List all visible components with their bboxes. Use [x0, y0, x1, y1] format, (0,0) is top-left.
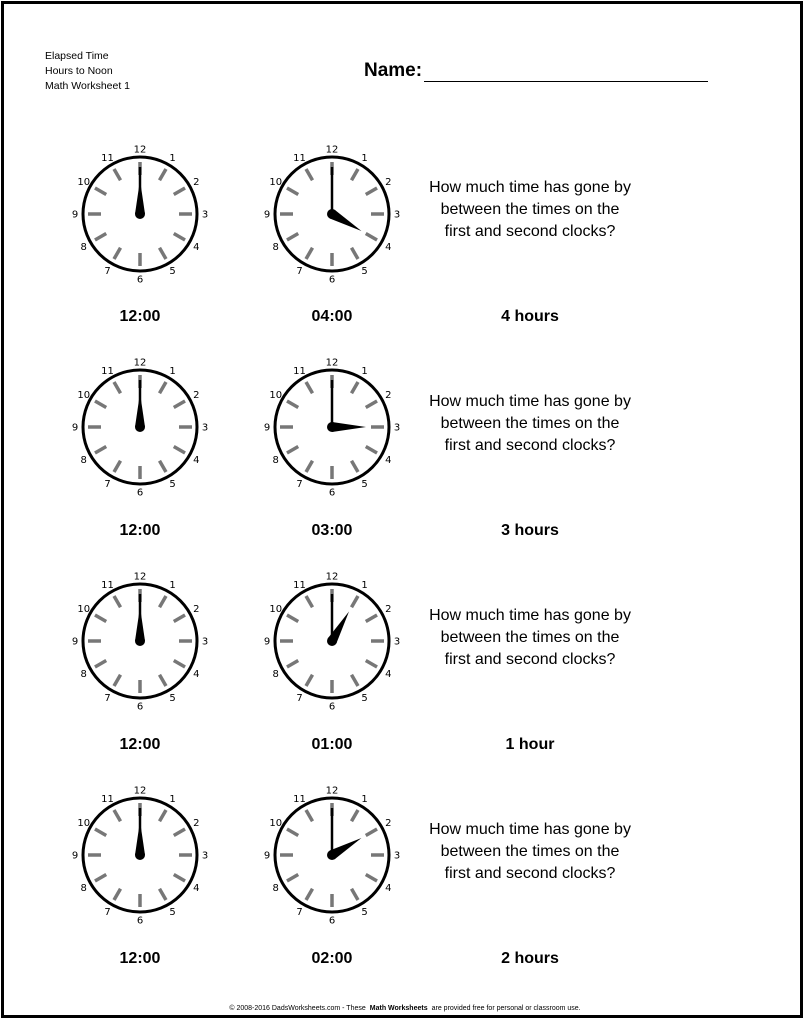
clock-number: 10 [77, 818, 91, 829]
clock-number: 9 [71, 422, 79, 434]
second-clock [262, 784, 402, 924]
footer-suffix: are provided free for personal or classroom use. [431, 1005, 581, 1012]
clock-face [70, 570, 210, 710]
clock-number: 8 [272, 883, 279, 894]
clock-face [70, 143, 210, 283]
clock-number: 1 [361, 153, 368, 165]
clock-number: 1 [361, 794, 368, 806]
clock-number: 5 [169, 265, 176, 277]
second-clock [262, 143, 402, 283]
clock-number: 3 [201, 422, 209, 434]
clock-number: 1 [169, 794, 176, 806]
clock-number: 3 [201, 850, 209, 862]
clock-number: 6 [328, 487, 336, 496]
clock-number: 4 [193, 242, 200, 253]
clock-number: 5 [169, 906, 176, 918]
question-line: between the times on the [440, 415, 620, 432]
center-pin [327, 636, 337, 646]
clock-number: 5 [361, 692, 368, 704]
answer-text: 3 hours [501, 522, 559, 539]
clock-number: 2 [385, 604, 392, 615]
clock-number: 11 [293, 366, 306, 378]
question-line: How much time has gone by [429, 821, 631, 838]
clock-number: 9 [263, 422, 271, 434]
clock-number: 8 [80, 242, 87, 253]
clock-number: 3 [393, 209, 401, 221]
clock-number: 8 [272, 669, 279, 680]
first-time-label: 12:00 [119, 308, 161, 325]
footer-copyright [0, 1005, 810, 1012]
clock-number: 5 [361, 478, 368, 490]
worksheet-subtopic: Hours to Noon [45, 65, 113, 77]
worksheet-info [45, 49, 130, 94]
clock-number: 7 [104, 906, 111, 918]
clock-number: 9 [263, 850, 271, 862]
center-pin [327, 850, 337, 860]
clock-number: 3 [393, 422, 401, 434]
question-line: first and second clocks? [444, 437, 616, 454]
clock-number: 6 [328, 701, 336, 710]
clock-number: 1 [169, 580, 176, 592]
clock-number: 4 [385, 883, 392, 894]
answer-text: 2 hours [501, 950, 559, 967]
name-label: Name: [364, 60, 423, 81]
second-time-label: 02:00 [311, 950, 353, 967]
clock-number: 8 [272, 242, 279, 253]
clock-face [262, 143, 402, 283]
name-blank-line [424, 63, 708, 82]
clock-number: 7 [296, 692, 303, 704]
question-text [415, 819, 645, 885]
question-text [415, 177, 645, 243]
clock-number: 5 [361, 265, 368, 277]
first-clock [70, 143, 210, 283]
clock-number: 11 [101, 153, 114, 165]
clock-number: 3 [393, 850, 401, 862]
second-clock [262, 356, 402, 496]
clock-number: 8 [80, 883, 87, 894]
clock-number: 12 [133, 144, 147, 156]
second-time-label: 03:00 [311, 522, 353, 539]
clock-number: 11 [101, 366, 114, 378]
clock-number: 5 [169, 692, 176, 704]
clock-number: 6 [328, 915, 336, 924]
clock-number: 8 [80, 455, 87, 466]
clock-number: 4 [193, 455, 200, 466]
center-pin [327, 422, 337, 432]
clock-number: 10 [77, 177, 91, 188]
footer-prefix: © 2008-2016 DadsWorksheets.com - These [229, 1005, 366, 1012]
question-line: How much time has gone by [429, 393, 631, 410]
clock-number: 12 [325, 144, 339, 156]
clock-number: 10 [77, 604, 91, 615]
question-line: How much time has gone by [429, 179, 631, 196]
clock-number: 1 [361, 366, 368, 378]
clock-face [70, 784, 210, 924]
question-line: first and second clocks? [444, 865, 616, 882]
name-field [364, 60, 708, 82]
worksheet-number: Math Worksheet 1 [45, 80, 131, 92]
clock-number: 9 [71, 636, 79, 648]
clock-number: 1 [169, 366, 176, 378]
clock-number: 9 [71, 850, 79, 862]
clock-number: 9 [263, 209, 271, 221]
clock-number: 8 [272, 455, 279, 466]
clock-number: 6 [136, 915, 144, 924]
clock-number: 3 [201, 636, 209, 648]
footer-math-worksheets-link[interactable]: Math Worksheets [369, 1005, 428, 1012]
clock-number: 6 [328, 274, 336, 283]
clock-number: 12 [133, 357, 147, 369]
clock-number: 6 [136, 487, 144, 496]
clock-number: 9 [71, 209, 79, 221]
clock-number: 2 [385, 818, 392, 829]
center-pin [327, 209, 337, 219]
center-pin [135, 850, 145, 860]
clock-number: 10 [269, 177, 283, 188]
clock-number: 1 [361, 580, 368, 592]
clock-number: 10 [269, 818, 283, 829]
question-line: between the times on the [440, 201, 620, 218]
clock-number: 7 [296, 265, 303, 277]
clock-number: 11 [101, 580, 114, 592]
clock-face [70, 356, 210, 496]
clock-number: 4 [385, 455, 392, 466]
question-text [415, 605, 645, 671]
question-line: How much time has gone by [429, 607, 631, 624]
first-time-label: 12:00 [119, 950, 161, 967]
clock-number: 4 [193, 883, 200, 894]
clock-number: 4 [193, 669, 200, 680]
clock-number: 4 [385, 669, 392, 680]
clock-number: 12 [133, 785, 147, 797]
question-line: between the times on the [440, 629, 620, 646]
question-line: first and second clocks? [444, 651, 616, 668]
clock-number: 2 [193, 177, 200, 188]
first-clock [70, 784, 210, 924]
clock-number: 12 [325, 571, 339, 583]
clock-number: 6 [136, 274, 144, 283]
second-time-label: 04:00 [311, 308, 353, 325]
answer-text: 1 hour [505, 736, 555, 753]
worksheet-topic: Elapsed Time [45, 50, 109, 62]
clock-number: 3 [393, 636, 401, 648]
clock-number: 2 [193, 390, 200, 401]
clock-number: 7 [104, 478, 111, 490]
clock-number: 2 [193, 818, 200, 829]
clock-number: 2 [385, 390, 392, 401]
clock-number: 10 [269, 604, 283, 615]
clock-number: 3 [201, 209, 209, 221]
first-time-label: 12:00 [119, 522, 161, 539]
clock-number: 11 [293, 153, 306, 165]
clock-number: 8 [80, 669, 87, 680]
clock-number: 9 [263, 636, 271, 648]
clock-number: 2 [193, 604, 200, 615]
first-time-label: 12:00 [119, 736, 161, 753]
center-pin [135, 636, 145, 646]
clock-number: 12 [325, 357, 339, 369]
question-line: between the times on the [440, 843, 620, 860]
center-pin [135, 209, 145, 219]
clock-number: 6 [136, 701, 144, 710]
clock-face [262, 356, 402, 496]
clock-number: 7 [104, 265, 111, 277]
clock-number: 5 [361, 906, 368, 918]
clock-number: 12 [133, 571, 147, 583]
clock-number: 10 [269, 390, 283, 401]
clock-number: 5 [169, 478, 176, 490]
clock-number: 7 [296, 906, 303, 918]
clock-number: 2 [385, 177, 392, 188]
question-text [415, 391, 645, 457]
clock-number: 10 [77, 390, 91, 401]
center-pin [135, 422, 145, 432]
clock-number: 4 [385, 242, 392, 253]
clock-number: 11 [293, 794, 306, 806]
first-clock [70, 570, 210, 710]
clock-face [262, 784, 402, 924]
second-time-label: 01:00 [311, 736, 353, 753]
clock-number: 11 [101, 794, 114, 806]
clock-face [262, 570, 402, 710]
clock-number: 11 [293, 580, 306, 592]
clock-number: 7 [296, 478, 303, 490]
second-clock [262, 570, 402, 710]
clock-number: 1 [169, 153, 176, 165]
first-clock [70, 356, 210, 496]
question-line: first and second clocks? [444, 223, 616, 240]
answer-text: 4 hours [501, 308, 559, 325]
clock-number: 12 [325, 785, 339, 797]
clock-number: 7 [104, 692, 111, 704]
